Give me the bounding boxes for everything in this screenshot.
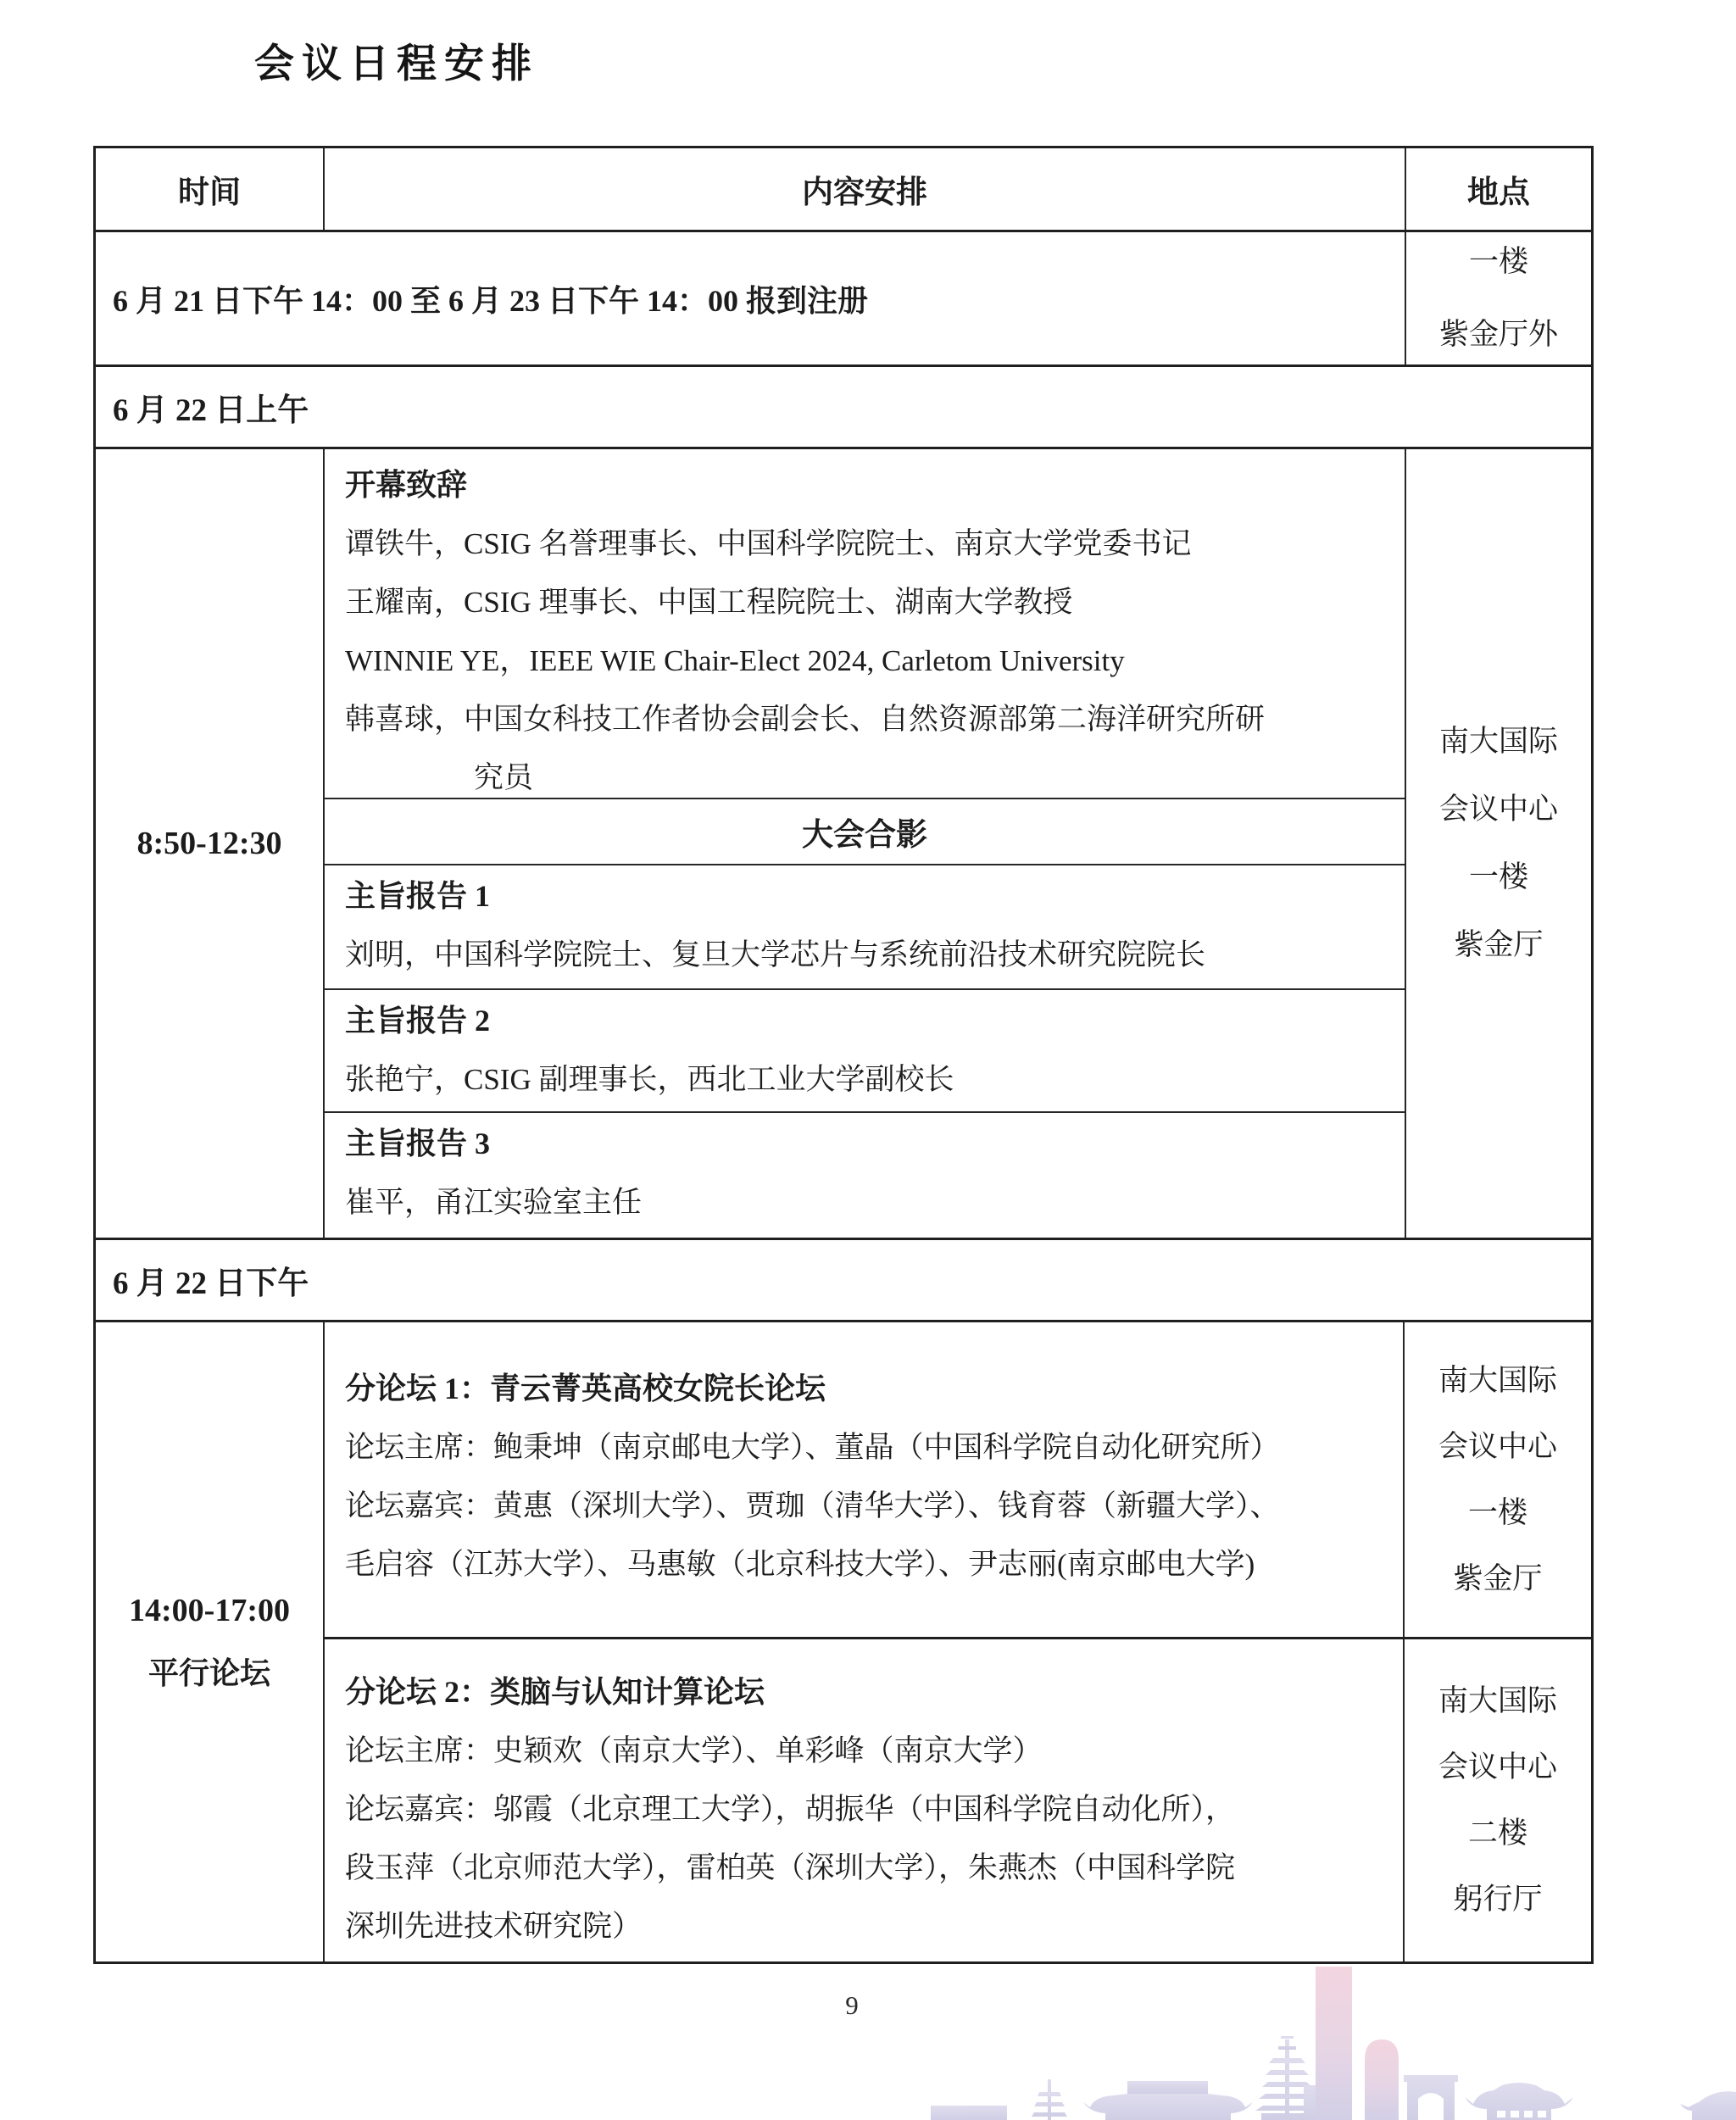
location-forum-2 [1403, 1639, 1591, 1961]
opening-speaker-line: 韩喜球，中国女科技工作者协会副会长、自然资源部第二海洋研究所研 [345, 703, 1266, 736]
location-line: 紫金厅 [1453, 1561, 1543, 1595]
forum-1-content [325, 1322, 1403, 1637]
forum-2-row [325, 1637, 1591, 1961]
forum-line: 论坛嘉宾：黄惠（深圳大学）、贾珈（清华大学）、钱育蓉（新疆大学）、 [345, 1489, 1280, 1522]
city-skyline-decoration [924, 1958, 1736, 2120]
table-header-row [96, 148, 1591, 230]
col-header-content: 内容安排 [323, 148, 1405, 230]
afternoon-forums-stack [323, 1322, 1591, 1961]
location-line: 躬行厅 [1453, 1883, 1543, 1916]
forum-line: 毛启容（江苏大学）、马惠敏（北京科技大学）、尹志丽(南京邮电大学) [345, 1548, 1255, 1581]
opening-remarks-block [325, 449, 1405, 798]
opening-title: 开幕致辞 [345, 468, 468, 502]
location-morning [1405, 449, 1591, 1238]
location-line: 一楼 [1468, 860, 1528, 893]
date-row-afternoon [96, 1238, 1591, 1320]
location-forum-1 [1403, 1322, 1591, 1637]
location-line: 紫金厅外 [1438, 318, 1558, 351]
forum-line: 论坛嘉宾：邬霞（北京理工大学），胡振华（中国科学院自动化所）， [345, 1793, 1236, 1826]
group-photo-label: 大会合影 [802, 818, 927, 853]
opening-speaker-line: WINNIE YE，IEEE WIE Chair-Elect 2024, Carletom University [345, 644, 1125, 677]
registration-row [96, 230, 1591, 364]
page-title: 会议日程安排 [254, 42, 539, 86]
location-line: 会议中心 [1438, 1429, 1557, 1463]
schedule-table [93, 146, 1594, 1964]
registration-location [1405, 232, 1591, 364]
forum-title: 分论坛 1：青云菁英高校女院长论坛 [345, 1372, 826, 1405]
location-line: 南大国际 [1438, 1363, 1557, 1397]
keynote-1-block [325, 864, 1405, 988]
forum-line: 段玉萍（北京师范大学），雷柏英（深圳大学），朱燕杰（中国科学院 [345, 1851, 1236, 1884]
forum-1-row [325, 1322, 1591, 1637]
date-label-afternoon: 6 月 22 日下午 [113, 1266, 309, 1301]
keynote-title: 主旨报告 2 [345, 1004, 491, 1038]
keynote-title: 主旨报告 1 [345, 879, 491, 913]
forum-title: 分论坛 2：类脑与认知计算论坛 [345, 1675, 765, 1709]
morning-content-cell [323, 449, 1405, 1238]
registration-text: 6 月 21 日下午 14：00 至 6 月 23 日下午 14：00 报到注册 [113, 283, 869, 318]
afternoon-session-row [96, 1320, 1591, 1961]
group-photo-block [325, 798, 1405, 864]
location-line: 二楼 [1467, 1817, 1527, 1850]
forum-2-content [325, 1639, 1403, 1961]
col-header-time: 时间 [178, 175, 241, 210]
page-number: 9 [845, 1990, 859, 2020]
location-line: 会议中心 [1438, 1750, 1557, 1783]
opening-speaker-line-wrap: 究员 [474, 761, 534, 794]
keynote-speaker: 刘明，中国科学院院士、复旦大学芯片与系统前沿技术研究院院长 [345, 938, 1206, 971]
opening-speaker-line: 王耀南，CSIG 理事长、中国工程院院士、湖南大学教授 [345, 586, 1073, 619]
time-label: 8:50-12:30 [136, 826, 282, 861]
keynote-speaker: 崔平，甬江实验室主任 [345, 1186, 643, 1219]
date-row-morning [96, 364, 1591, 447]
forum-line: 深圳先进技术研究院） [345, 1910, 643, 1943]
keynote-2-block [325, 988, 1405, 1111]
morning-session-row [96, 447, 1591, 1238]
time-cell-afternoon [96, 1322, 323, 1961]
forum-line: 论坛主席：鲍秉坤（南京邮电大学）、董晶（中国科学院自动化研究所） [345, 1431, 1280, 1464]
date-label-morning: 6 月 22 日上午 [113, 393, 309, 428]
location-line: 一楼 [1468, 245, 1528, 278]
keynote-speaker: 张艳宁，CSIG 副理事长，西北工业大学副校长 [345, 1063, 954, 1096]
forum-line: 论坛主席：史颖欢（南京大学）、单彩峰（南京大学） [345, 1734, 1043, 1767]
location-line: 南大国际 [1438, 1684, 1557, 1717]
location-line: 南大国际 [1438, 725, 1558, 758]
time-cell-morning [96, 449, 323, 1238]
opening-speaker-line: 谭铁牛，CSIG 名誉理事长、中国科学院院士、南京大学党委书记 [345, 527, 1192, 560]
location-line: 一楼 [1467, 1495, 1527, 1529]
location-line: 会议中心 [1438, 793, 1558, 826]
keynote-3-block [325, 1111, 1405, 1238]
parallel-forums-label: 平行论坛 [147, 1656, 270, 1690]
location-line: 紫金厅 [1454, 928, 1544, 961]
col-header-location: 地点 [1405, 148, 1591, 230]
keynote-title: 主旨报告 3 [345, 1127, 491, 1160]
time-label: 14:00-17:00 [129, 1593, 290, 1628]
